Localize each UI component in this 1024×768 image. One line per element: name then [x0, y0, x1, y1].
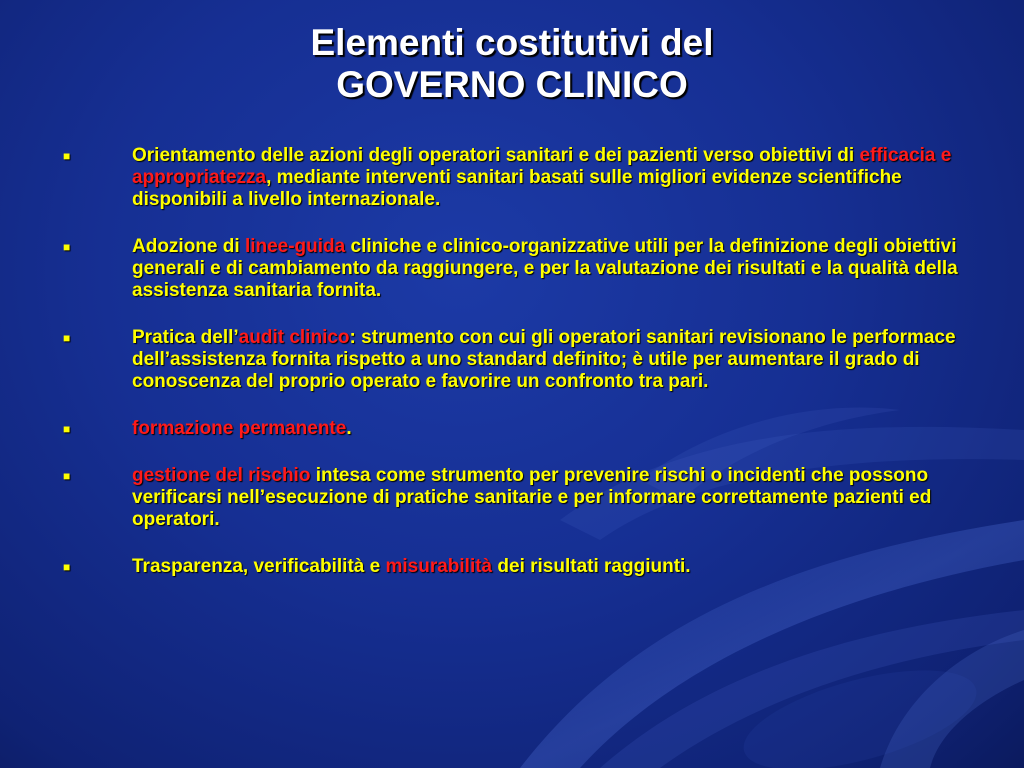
highlight-text: gestione del rischio — [132, 465, 311, 486]
square-bullet-icon: ■ — [63, 560, 71, 574]
bullet-text-part: : strumento con cui gli operatori sanitari revisionano le performace dell’assistenza fornita rispetto a uno standard definito; è utile per aumentare il grado di conoscenza del proprio operato e favorire un confronto tra pari. — [132, 327, 956, 392]
bullet-item — [0, 327, 1024, 393]
slide-title — [0, 22, 1024, 106]
bullet-text — [132, 327, 972, 393]
highlight-text: misurabilità — [385, 556, 493, 577]
highlight-text: formazione permanente — [132, 418, 347, 439]
bullet-item — [0, 418, 1024, 440]
bullet-text-part: . — [346, 418, 352, 439]
bullet-text-part: Adozione di — [132, 236, 245, 257]
bullet-text — [132, 145, 972, 211]
square-bullet-icon: ■ — [63, 331, 71, 345]
bullet-text — [132, 236, 972, 302]
bullet-item — [0, 236, 1024, 302]
bullet-item — [0, 556, 1024, 578]
title-line-1: Elementi costitutivi del — [310, 22, 714, 63]
bullet-text-part: Orientamento delle azioni degli operatori sanitari e dei pazienti verso obiettivi di — [132, 145, 860, 166]
bullet-text-part: dei risultati raggiunti. — [492, 556, 691, 577]
highlight-text: linee-guida — [244, 236, 346, 257]
bullet-item — [0, 145, 1024, 211]
highlight-text: efficacia e appropriatezza — [132, 145, 952, 188]
bullet-text-part: Trasparenza, verificabilità e — [132, 556, 386, 577]
bullet-text-part: intesa come strumento per prevenire rischi o incidenti che possono verificarsi nell’esecuzione di pratiche sanitarie e per informare correttamente pazienti ed operatori. — [132, 465, 932, 530]
bullet-text — [132, 418, 972, 440]
square-bullet-icon: ■ — [63, 422, 71, 436]
square-bullet-icon: ■ — [63, 240, 71, 254]
square-bullet-icon: ■ — [63, 149, 71, 163]
bullet-item — [0, 465, 1024, 531]
bullet-text-part: Pratica dell’ — [132, 327, 239, 348]
bullet-text-part: , mediante interventi sanitari basati sulle migliori evidenze scientifiche disponibili a livello internazionale. — [132, 167, 902, 210]
square-bullet-icon: ■ — [63, 469, 71, 483]
bullet-text — [132, 556, 972, 578]
bullet-list — [0, 145, 1024, 603]
bullet-text-part: cliniche e clinico-organizzative utili per la definizione degli obiettivi generali e di cambiamento da raggiungere, e per la valutazione dei risultati e la qualità della assistenza sanitaria fornita. — [132, 236, 958, 301]
highlight-text: audit clinico — [238, 327, 350, 348]
bullet-text — [132, 465, 972, 531]
title-line-2: GOVERNO CLINICO — [336, 64, 688, 105]
